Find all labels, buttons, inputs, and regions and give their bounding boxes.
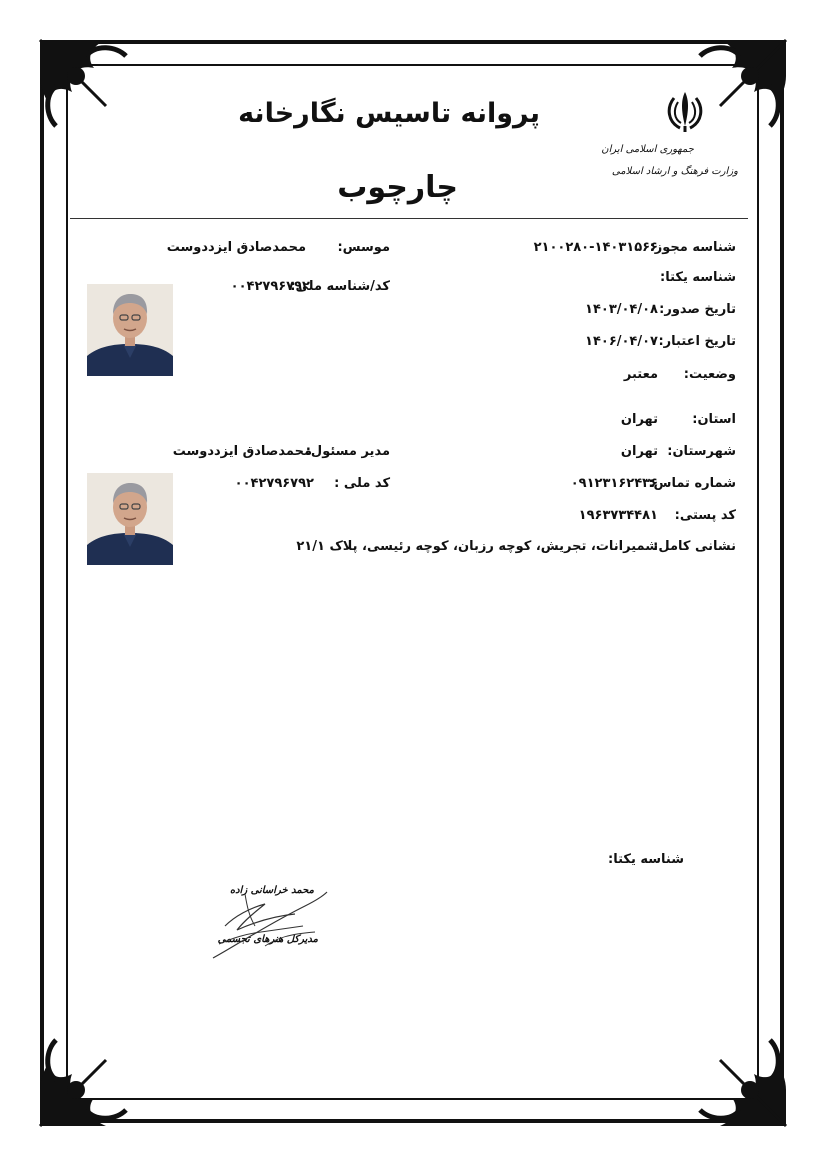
- founder-id-value: ۰۰۴۲۷۹۶۷۹۲: [230, 279, 310, 294]
- license-id-value: ۲۱۰۰۲۸۰-۱۴۰۳۱۵۶۶: [533, 240, 658, 255]
- manager-photo: [87, 473, 173, 565]
- status-label: وضعیت:: [683, 367, 736, 382]
- corner-ornament-bottom-right: [660, 1000, 790, 1130]
- city-label: شهرستان:: [667, 444, 736, 459]
- license-id-label: شناسه مجوز:: [649, 240, 736, 255]
- footer-unique-id-label: شناسه یکتا:: [608, 852, 684, 867]
- corner-ornament-top-left: [36, 36, 166, 166]
- signer-name: محمد خراسانی زاده: [229, 885, 314, 896]
- province-label: استان:: [692, 412, 736, 427]
- founder-name: محمدصادق ایزددوست: [166, 240, 306, 255]
- issue-date-value: ۱۴۰۳/۰۴/۰۸: [585, 302, 658, 317]
- signature: [205, 886, 330, 966]
- city-value: تهران: [620, 444, 658, 459]
- founder-id-label: کد/شناسه ملی:: [290, 279, 390, 294]
- emblem-line-1: جمهوری اسلامی ایران: [601, 144, 694, 155]
- inner-border: [66, 64, 759, 1100]
- issue-date-label: تاریخ صدور:: [659, 302, 736, 317]
- expiry-date-label: تاریخ اعتبار:: [658, 334, 736, 349]
- expiry-date-value: ۱۴۰۶/۰۴/۰۷: [585, 334, 658, 349]
- phone-value: ۰۹۱۲۳۱۶۲۴۳۶: [570, 476, 658, 491]
- status-value: معتبر: [623, 367, 658, 382]
- gallery-name: چارچوب: [337, 170, 458, 205]
- signer-title: مدیرکل هنرهای تجسمی: [217, 934, 318, 945]
- corner-ornament-bottom-left: [36, 1000, 166, 1130]
- founder-label: موسس:: [337, 240, 390, 255]
- unique-id-label: شناسه یکتا:: [660, 270, 736, 285]
- province-value: تهران: [620, 412, 658, 427]
- address-label: نشانی کامل:: [653, 539, 736, 554]
- address-value: شمیرانات، تجریش، کوچه رزبان، کوچه رئیسی، پلاک ۲۱/۱: [296, 539, 658, 554]
- manager-label: مدیر مسئول:: [305, 444, 390, 459]
- iran-emblem-icon: [660, 86, 710, 136]
- manager-name: محمدصادق ایزددوست: [172, 444, 312, 459]
- postal-code-label: کد پستی:: [674, 508, 736, 523]
- emblem-line-2: وزارت فرهنگ و ارشاد اسلامی: [611, 166, 738, 177]
- founder-photo: [87, 284, 173, 376]
- document-title: پروانه تاسیس نگارخانه: [238, 98, 540, 129]
- phone-label: شماره تماس:: [648, 476, 736, 491]
- postal-code-value: ۱۹۶۳۷۳۴۴۸۱: [578, 508, 658, 523]
- header-divider: [70, 218, 748, 219]
- manager-id-label: کد ملی :: [334, 476, 390, 491]
- manager-id-value: ۰۰۴۲۷۹۶۷۹۲: [234, 476, 314, 491]
